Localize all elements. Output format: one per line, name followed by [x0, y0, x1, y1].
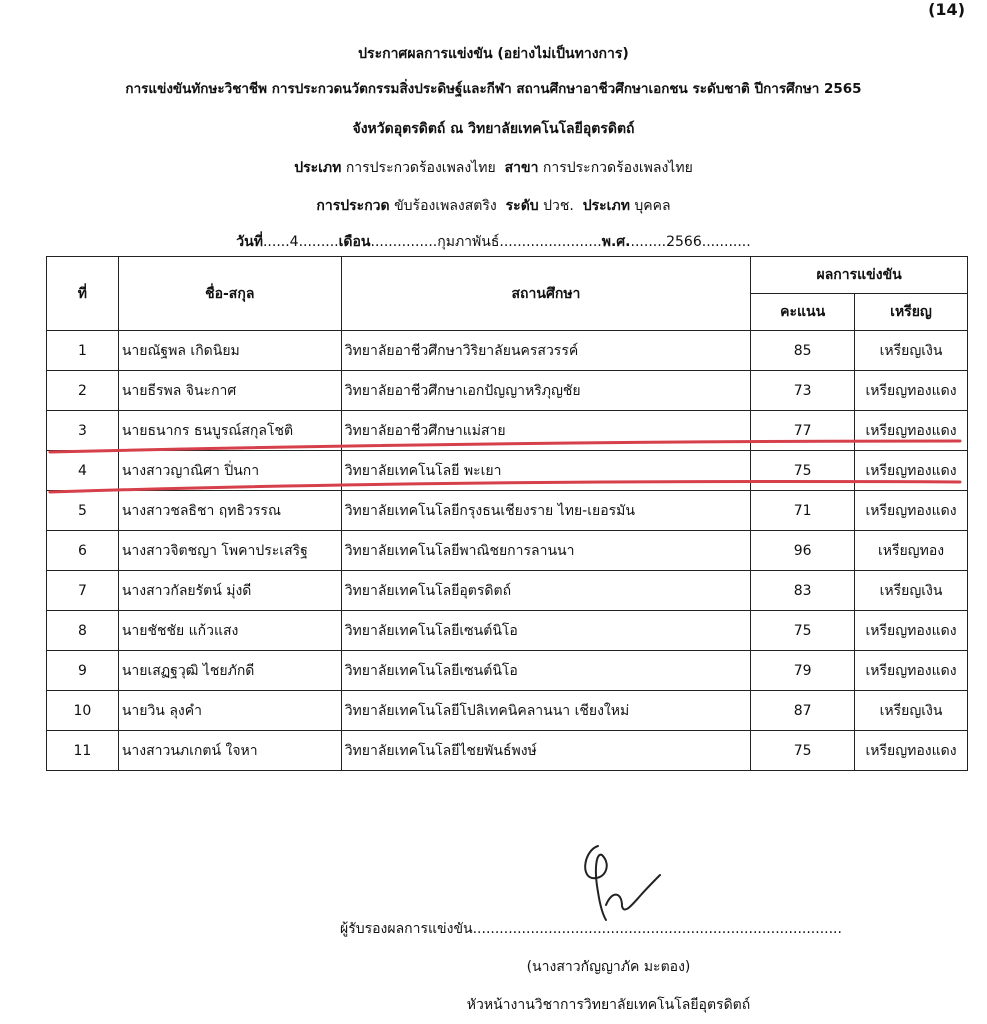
cell-name: นายวิน ลุงคำ [118, 691, 341, 731]
date-month: ...............กุมภาพันธ์....................... [370, 234, 602, 250]
cell-no: 4 [47, 451, 119, 491]
cell-name: นางสาวจิตชญา โพคาประเสริฐ [118, 531, 341, 571]
level-label: ระดับ [505, 198, 539, 214]
type-value: การประกวดร้องเพลงไทย [345, 160, 496, 176]
results-table [46, 256, 968, 771]
cell-name: นายธนากร ธนบูรณ์สกุลโชติ [118, 411, 341, 451]
cell-no: 3 [47, 411, 119, 451]
contest-line [0, 196, 987, 216]
cell-name: นายณัฐพล เกิดนิยม [118, 331, 341, 371]
cell-score: 71 [751, 491, 855, 531]
cell-score: 85 [751, 331, 855, 371]
cell-school: วิทยาลัยเทคโนโลยีกรุงธนเชียงราย ไทย-เยอรมัน [341, 491, 751, 531]
type-branch-line [0, 158, 987, 178]
cell-score: 77 [751, 411, 855, 451]
cell-score: 96 [751, 531, 855, 571]
cell-name: นางสาวกัลยรัตน์ มุ่งดี [118, 571, 341, 611]
cell-medal: เหรียญทองแดง [855, 371, 968, 411]
header-school: สถานศึกษา [341, 257, 751, 331]
cell-medal: เหรียญทองแดง [855, 731, 968, 771]
cell-name: นายเสฏฐวุฒิ ไชยภักดี [118, 651, 341, 691]
date-year: ........2566........... [630, 234, 751, 250]
table-row [47, 571, 968, 611]
branch-value: การประกวดร้องเพลงไทย [542, 160, 693, 176]
cell-name: นายชัชชัย แก้วแสง [118, 611, 341, 651]
table-row [47, 411, 968, 451]
cell-no: 10 [47, 691, 119, 731]
contest-value: ขับร้องเพลงสตริง [394, 198, 497, 214]
cell-name: นางสาวนภเกตน์ ใจหา [118, 731, 341, 771]
cell-name: นางสาวชลธิชา ฤทธิวรรณ [118, 491, 341, 531]
branch-label: สาขา [504, 160, 539, 176]
cell-medal: เหรียญทอง [855, 531, 968, 571]
cell-no: 9 [47, 651, 119, 691]
cell-name: นายธีรพล จินะกาศ [118, 371, 341, 411]
table-row [47, 531, 968, 571]
cell-name: นางสาวญาณิศา ปิ่นกา [118, 451, 341, 491]
cell-medal: เหรียญทองแดง [855, 451, 968, 491]
cell-no: 8 [47, 611, 119, 651]
venue-line: จังหวัดอุตรดิตถ์ ณ วิทยาลัยเทคโนโลยีอุตรดิตถ์ [352, 121, 635, 137]
date-day: ......4......... [262, 234, 339, 250]
header-name: ชื่อ-สกุล [118, 257, 341, 331]
cell-school: วิทยาลัยอาชีวศึกษาแม่สาย [341, 411, 751, 451]
cell-score: 75 [751, 451, 855, 491]
date-year-label: พ.ศ. [601, 234, 631, 250]
cell-score: 75 [751, 731, 855, 771]
cell-score: 75 [751, 611, 855, 651]
cell-no: 2 [47, 371, 119, 411]
cell-medal: เหรียญเงิน [855, 331, 968, 371]
table-row [47, 731, 968, 771]
cell-score: 83 [751, 571, 855, 611]
competition-title: การแข่งขันทักษะวิชาชีพ การประกวดนวัตกรรมสิ่งประดิษฐ์และกีฬา สถานศึกษาอาชีวศึกษาเอกชน ระดับชาติ ปีการศึกษา 2565 [125, 81, 862, 97]
date-line [0, 232, 987, 252]
results-body [47, 331, 968, 771]
cell-medal: เหรียญทองแดง [855, 611, 968, 651]
cell-score: 73 [751, 371, 855, 411]
cell-medal: เหรียญทองแดง [855, 651, 968, 691]
table-row [47, 611, 968, 651]
page-number: (14) [928, 0, 965, 19]
cell-no: 1 [47, 331, 119, 371]
header-no: ที่ [47, 257, 119, 331]
header-result: ผลการแข่งขัน [751, 257, 968, 294]
contest-label: การประกวด [316, 198, 390, 214]
cell-school: วิทยาลัยอาชีวศึกษาวิริยาลัยนครสวรรค์ [341, 331, 751, 371]
signer-name: (นางสาวกัญญาภัค มะตอง) [526, 959, 691, 975]
announcement-title: ประกาศผลการแข่งขัน (อย่างไม่เป็นทางการ) [358, 46, 629, 62]
certify-line [340, 918, 842, 940]
cell-school: วิทยาลัยเทคโนโลยีอุตรดิตถ์ [341, 571, 751, 611]
table-row [47, 491, 968, 531]
cell-medal: เหรียญเงิน [855, 571, 968, 611]
category-value: บุคคล [634, 198, 671, 214]
cell-no: 6 [47, 531, 119, 571]
cell-no: 11 [47, 731, 119, 771]
cell-score: 87 [751, 691, 855, 731]
cell-school: วิทยาลัยเทคโนโลยีเซนต์นิโอ [341, 611, 751, 651]
table-row [47, 651, 968, 691]
cell-school: วิทยาลัยเทคโนโลยีพาณิชยการลานนา [341, 531, 751, 571]
table-row [47, 331, 968, 371]
cell-medal: เหรียญทองแดง [855, 491, 968, 531]
date-day-label: วันที่ [236, 234, 263, 250]
category-label: ประเภท [582, 198, 630, 214]
cell-medal: เหรียญเงิน [855, 691, 968, 731]
certify-label: ผู้รับรองผลการแข่งขัน [340, 921, 473, 937]
table-row [47, 371, 968, 411]
level-value: ปวช. [543, 198, 574, 214]
certify-dots: ................................................................................... [472, 921, 842, 937]
date-month-label: เดือน [338, 234, 371, 250]
table-row [47, 451, 968, 491]
type-label: ประเภท [294, 160, 342, 176]
cell-no: 5 [47, 491, 119, 531]
signature-mark [585, 846, 660, 920]
cell-medal: เหรียญทองแดง [855, 411, 968, 451]
cell-school: วิทยาลัยอาชีวศึกษาเอกปัญญาหริภุญชัย [341, 371, 751, 411]
cell-no: 7 [47, 571, 119, 611]
header-score: คะแนน [751, 294, 855, 331]
cell-school: วิทยาลัยเทคโนโลยีไชยพันธ์พงษ์ [341, 731, 751, 771]
table-row [47, 691, 968, 731]
cell-school: วิทยาลัยเทคโนโลยีเซนต์นิโอ [341, 651, 751, 691]
signer-position: หัวหน้างานวิชาการวิทยาลัยเทคโนโลยีอุตรดิตถ์ [466, 997, 751, 1013]
cell-score: 79 [751, 651, 855, 691]
cell-school: วิทยาลัยเทคโนโลยี พะเยา [341, 451, 751, 491]
header-medal: เหรียญ [855, 294, 968, 331]
cell-school: วิทยาลัยเทคโนโลยีโปลิเทคนิคลานนา เชียงใหม่ [341, 691, 751, 731]
